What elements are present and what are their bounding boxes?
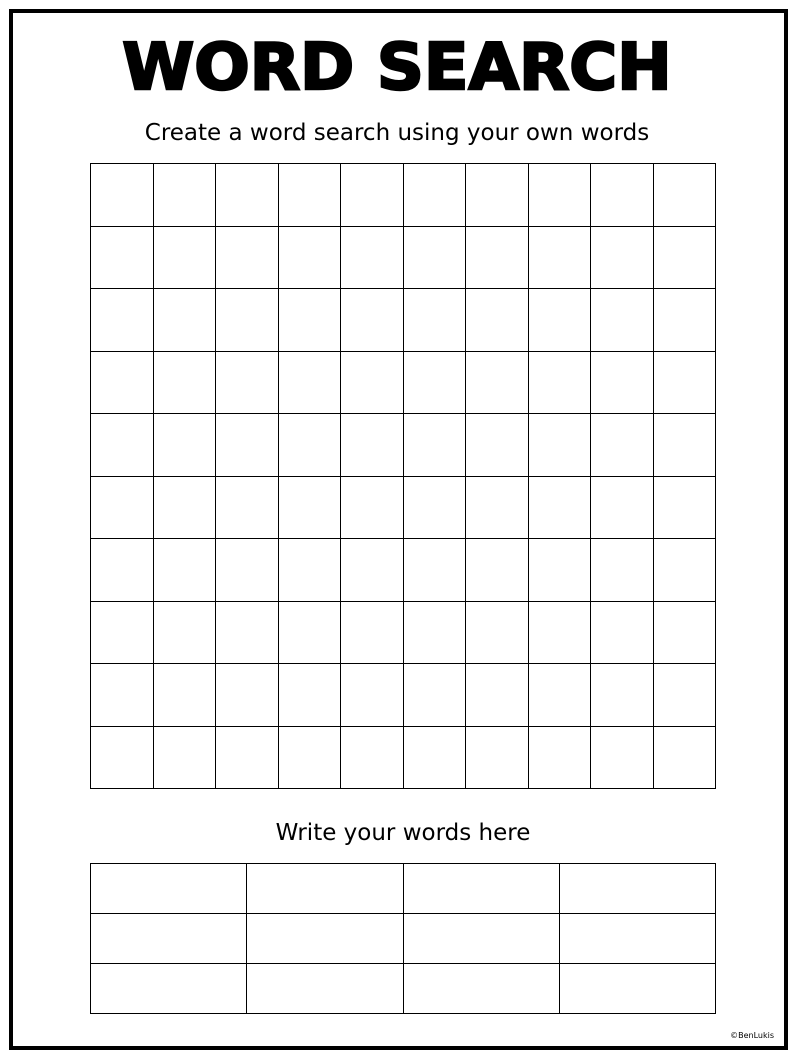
grid-cell[interactable] — [654, 227, 717, 290]
grid-cell[interactable] — [654, 602, 717, 665]
word-entry-cell[interactable] — [247, 864, 403, 914]
grid-cell[interactable] — [216, 602, 279, 665]
grid-cell[interactable] — [279, 352, 342, 415]
grid-cell[interactable] — [154, 539, 217, 602]
word-entry-cell[interactable] — [247, 964, 403, 1014]
grid-cell[interactable] — [591, 227, 654, 290]
grid-cell[interactable] — [216, 227, 279, 290]
grid-cell[interactable] — [466, 727, 529, 790]
word-entry-cell[interactable] — [247, 914, 403, 964]
grid-cell[interactable] — [654, 414, 717, 477]
grid-cell[interactable] — [404, 352, 467, 415]
grid-cell[interactable] — [341, 289, 404, 352]
grid-cell[interactable] — [341, 539, 404, 602]
grid-cell[interactable] — [216, 664, 279, 727]
grid-cell[interactable] — [91, 664, 154, 727]
words-label: Write your words here — [275, 820, 531, 846]
grid-cell[interactable] — [341, 602, 404, 665]
word-entry-cell[interactable] — [560, 914, 716, 964]
grid-cell[interactable] — [279, 602, 342, 665]
grid-cell[interactable] — [279, 414, 342, 477]
copyright-credit: ©BenLukis — [730, 1031, 774, 1040]
grid-cell[interactable] — [341, 727, 404, 790]
grid-cell[interactable] — [279, 477, 342, 540]
grid-cell[interactable] — [154, 477, 217, 540]
grid-cell[interactable] — [529, 164, 592, 227]
grid-cell[interactable] — [279, 227, 342, 290]
grid-cell[interactable] — [466, 227, 529, 290]
grid-cell[interactable] — [591, 164, 654, 227]
grid-cell[interactable] — [529, 602, 592, 665]
grid-cell[interactable] — [404, 539, 467, 602]
grid-cell[interactable] — [91, 477, 154, 540]
grid-cell[interactable] — [466, 289, 529, 352]
grid-cell[interactable] — [341, 414, 404, 477]
grid-cell[interactable] — [404, 227, 467, 290]
grid-cell[interactable] — [654, 539, 717, 602]
grid-cell[interactable] — [216, 414, 279, 477]
grid-cell[interactable] — [154, 352, 217, 415]
grid-cell[interactable] — [466, 664, 529, 727]
word-entry-cell[interactable] — [91, 864, 247, 914]
grid-cell[interactable] — [91, 352, 154, 415]
grid-cell[interactable] — [91, 164, 154, 227]
grid-cell[interactable] — [591, 352, 654, 415]
word-list-table — [90, 863, 716, 1014]
word-entry-cell[interactable] — [91, 964, 247, 1014]
grid-cell[interactable] — [91, 602, 154, 665]
grid-cell[interactable] — [529, 414, 592, 477]
grid-cell[interactable] — [341, 664, 404, 727]
grid-cell[interactable] — [466, 477, 529, 540]
grid-cell[interactable] — [654, 164, 717, 227]
grid-cell[interactable] — [341, 477, 404, 540]
grid-cell[interactable] — [341, 227, 404, 290]
grid-cell[interactable] — [404, 727, 467, 790]
grid-cell[interactable] — [279, 664, 342, 727]
grid-cell[interactable] — [466, 164, 529, 227]
grid-cell[interactable] — [216, 539, 279, 602]
grid-cell[interactable] — [529, 664, 592, 727]
grid-cell[interactable] — [154, 227, 217, 290]
word-entry-cell[interactable] — [560, 964, 716, 1014]
grid-cell[interactable] — [591, 539, 654, 602]
grid-cell[interactable] — [404, 289, 467, 352]
grid-cell[interactable] — [466, 414, 529, 477]
worksheet-subtitle: Create a word search using your own words — [144, 120, 650, 146]
grid-cell[interactable] — [91, 289, 154, 352]
word-entry-cell[interactable] — [404, 914, 560, 964]
grid-cell[interactable] — [154, 727, 217, 790]
grid-cell[interactable] — [91, 539, 154, 602]
letter-grid — [90, 163, 716, 789]
grid-cell[interactable] — [154, 414, 217, 477]
grid-cell[interactable] — [404, 477, 467, 540]
grid-cell[interactable] — [591, 414, 654, 477]
grid-cell[interactable] — [216, 289, 279, 352]
grid-cell[interactable] — [216, 477, 279, 540]
grid-cell[interactable] — [529, 477, 592, 540]
grid-cell[interactable] — [591, 664, 654, 727]
grid-cell[interactable] — [154, 289, 217, 352]
grid-cell[interactable] — [91, 227, 154, 290]
grid-cell[interactable] — [216, 352, 279, 415]
grid-cell[interactable] — [654, 664, 717, 727]
grid-cell[interactable] — [529, 727, 592, 790]
grid-cell[interactable] — [466, 602, 529, 665]
grid-cell[interactable] — [591, 289, 654, 352]
word-entry-cell[interactable] — [404, 964, 560, 1014]
grid-cell[interactable] — [529, 352, 592, 415]
grid-cell[interactable] — [529, 539, 592, 602]
grid-cell[interactable] — [404, 414, 467, 477]
grid-cell[interactable] — [404, 164, 467, 227]
grid-cell[interactable] — [529, 289, 592, 352]
grid-cell[interactable] — [279, 289, 342, 352]
grid-cell[interactable] — [216, 164, 279, 227]
grid-cell[interactable] — [91, 727, 154, 790]
grid-cell[interactable] — [404, 602, 467, 665]
word-entry-cell[interactable] — [404, 864, 560, 914]
grid-cell[interactable] — [591, 477, 654, 540]
grid-cell[interactable] — [591, 602, 654, 665]
grid-cell[interactable] — [404, 664, 467, 727]
grid-cell[interactable] — [654, 289, 717, 352]
grid-cell[interactable] — [279, 164, 342, 227]
grid-cell[interactable] — [466, 352, 529, 415]
grid-cell[interactable] — [154, 164, 217, 227]
grid-cell[interactable] — [654, 477, 717, 540]
grid-cell[interactable] — [341, 352, 404, 415]
grid-cell[interactable] — [154, 664, 217, 727]
grid-cell[interactable] — [91, 414, 154, 477]
grid-cell[interactable] — [654, 727, 717, 790]
grid-cell[interactable] — [154, 602, 217, 665]
grid-cell[interactable] — [466, 539, 529, 602]
word-entry-cell[interactable] — [560, 864, 716, 914]
worksheet-title: WORD SEARCH — [122, 31, 672, 105]
grid-cell[interactable] — [591, 727, 654, 790]
grid-cell[interactable] — [279, 539, 342, 602]
word-entry-cell[interactable] — [91, 914, 247, 964]
grid-cell[interactable] — [529, 227, 592, 290]
grid-cell[interactable] — [216, 727, 279, 790]
grid-cell[interactable] — [279, 727, 342, 790]
grid-cell[interactable] — [341, 164, 404, 227]
grid-cell[interactable] — [654, 352, 717, 415]
